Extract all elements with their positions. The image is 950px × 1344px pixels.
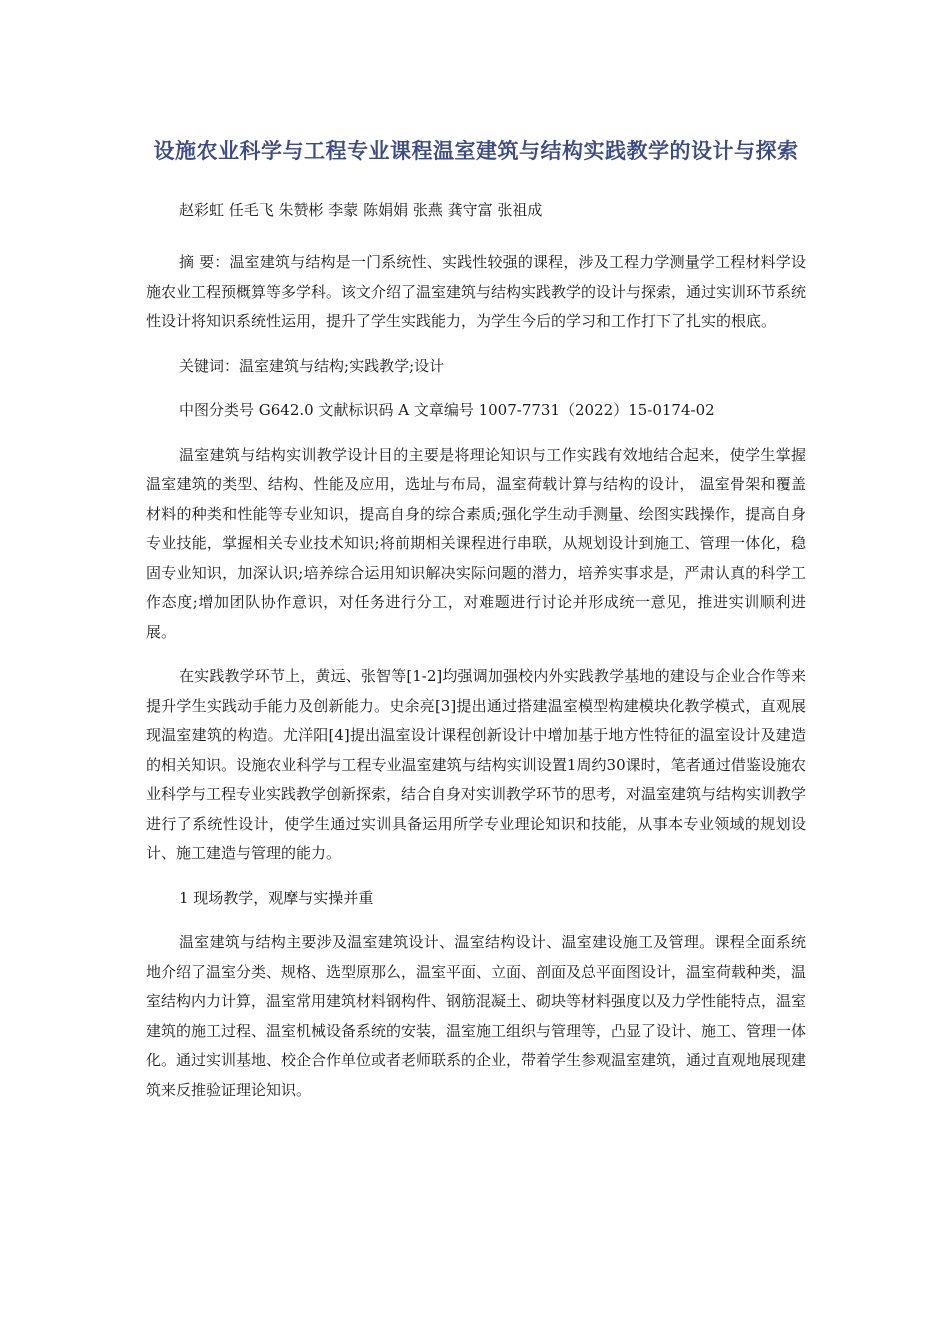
body-paragraph-2: 在实践教学环节上，黄远、张智等[1-2]均强调加强校内外实践教学基地的建设与企业合作等来提升学生实践动手能力及创新能力。史余亮[3]提出通过搭建温室模型构建模块化教学模式，直观展现温室建筑的构造。尤洋阳[4]提出温室设计课程创新设计中增加基于地方性特征的温室设计及建造的相关知识。设施农业科学与工程专业温室建筑与结构实训设置1周约30课时，笔者通过借鉴设施农业科学与工程专业实践教学创新探索，结合自身对实训教学环节的思考，对温室建筑与结构实训教学进行了系统性设计，使学生通过实训具备运用所学专业理论知识和技能，从事本专业领域的规划设计、施工建造与管理的能力。 [146, 667, 807, 862]
article-page [146, 128, 806, 1120]
keywords [146, 352, 806, 382]
abstract-label: 摘 要： [179, 253, 230, 271]
article-title: 设施农业科学与工程专业课程温室建筑与结构实践教学的设计与探索 [153, 139, 799, 163]
abstract [146, 248, 806, 337]
abstract-text: 温室建筑与结构是一门系统性、实践性较强的课程，涉及工程力学测量学工程材料学设施农业工程预概算等多学科。该文介绍了温室建筑与结构实践教学的设计与探索，通过实训环节系统性设计将知识系统性运用，提升了学生实践能力，为学生今后的学习和工作打下了扎实的根底。 [146, 253, 807, 330]
section-heading-1: 1 现场教学，观摩与实操并重 [179, 888, 374, 907]
author-list: 赵彩虹 任毛飞 朱赞彬 李蒙 陈娟娟 张燕 龚守富 张祖成 [179, 201, 543, 219]
keywords-text: 温室建筑与结构;实践教学;设计 [239, 356, 445, 375]
body-paragraph-1: 温室建筑与结构实训教学设计目的主要是将理论知识与工作实践有效地结合起来，使学生掌握温室建筑的类型、结构、性能及应用，选址与布局，温室荷载计算与结构的设计， 温室骨架和覆盖材料的种类和性能等专业知识，提高自身的综合素质;强化学生动手测量、绘图实践操作，提高自身专业技能，掌握相关专业技术知识;将前期相关课程进行串联，从规划设计到施工、管理一体化，稳固专业知识，加深认识;培养综合运用知识解决实际问题的潜力，培养实事求是，严肃认真的科学工作态度;增加团队协作意识，对任务进行分工，对难题进行讨论并形成统一意见，推进实训顺利进展。 [146, 445, 806, 641]
keywords-label: 关键词： [179, 356, 240, 375]
section-1-paragraph: 温室建筑与结构主要涉及温室建筑设计、温室结构设计、温室建设施工及管理。课程全面系统地介绍了温室分类、规格、选型原那么，温室平面、立面、剖面及总平面图设计，温室荷载种类，温室结构内力计算，温室常用建筑材料钢构件、钢筋混凝土、砌块等材料强度以及力学性能特点，温室建筑的施工过程、温室机械设备系统的安装，温室施工组织与管理等，凸显了设计、施工、管理一体化。通过实训基地、校企合作单位或者老师联系的企业，带着学生参观温室建筑，通过直观地展现建筑来反推验证理论知识。 [146, 933, 807, 1099]
classification-line: 中图分类号 G642.0 文献标识码 A 文章编号 1007-7731（2022）15-0174-02 [179, 401, 715, 419]
